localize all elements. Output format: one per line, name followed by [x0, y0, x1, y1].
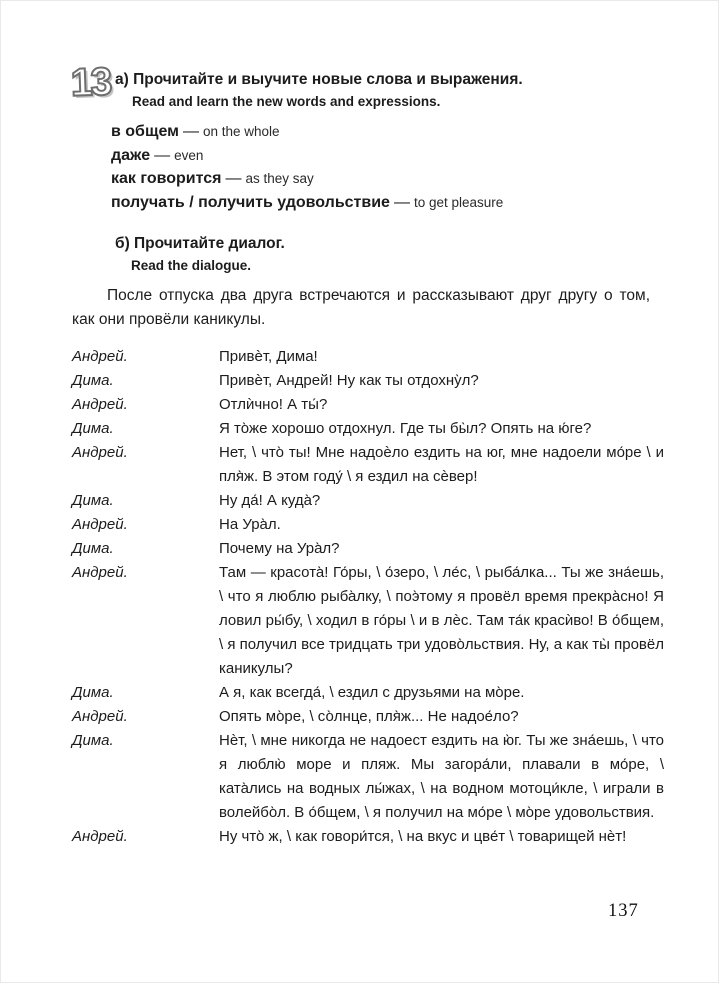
vocab-translation: to get pleasure — [413, 194, 504, 210]
exercise-number: 13 — [70, 60, 111, 105]
dialogue-text: Почему на Ура̀л? — [219, 540, 340, 557]
dialogue-speaker: Андрей. — [72, 396, 128, 413]
dialogue-speaker: Андрей. — [72, 444, 128, 461]
part-b-title-russian: б) Прочитайте диалог. — [115, 235, 285, 252]
dialogue-turn — [72, 393, 664, 417]
dialogue — [72, 345, 664, 849]
dialogue-speaker: Дима. — [72, 372, 114, 389]
dialogue-text: Ну да́! А куда̀? — [219, 492, 321, 509]
vocab-term: как говорится — [111, 170, 222, 187]
dialogue-turn — [72, 513, 664, 537]
dialogue-text: Привѐт, Дима! — [219, 348, 318, 365]
dialogue-speaker: Андрей. — [72, 564, 128, 581]
vocab-term: даже — [111, 146, 151, 164]
page-number: 137 — [608, 901, 639, 921]
dialogue-speaker: Андрей. — [72, 516, 128, 533]
vocab-item — [111, 191, 503, 215]
dialogue-turn — [72, 345, 664, 369]
dialogue-turn — [72, 417, 664, 441]
dialogue-speaker: Андрей. — [72, 708, 128, 725]
dialogue-speaker: Андрей. — [72, 828, 128, 845]
vocab-item — [111, 120, 503, 144]
dialogue-text: Отлѝчно! А ты́? — [219, 396, 328, 413]
dialogue-text: Ну что̀ ж, \ как говори́тся, \ на вкус и цве́т \ товарищей нѐт! — [219, 828, 627, 845]
vocab-translation: as they say — [245, 171, 314, 186]
dialogue-speaker: Дима. — [72, 732, 114, 749]
dialogue-text: Нет, \ что̀ ты! Мне надоѐло ездить на юг, мне надоели мо́ре \ и пля̀ж. В этом году́ \ я ездил на сѐвер! — [219, 444, 664, 485]
dialogue-speaker: Дима. — [72, 540, 114, 557]
dialogue-speaker: Дима. — [72, 492, 114, 509]
part-b-heading — [115, 234, 285, 275]
dialogue-turn — [72, 561, 664, 681]
dialogue-text: Нѐт, \ мне никогда не надоест ездить на ю̀г. Ты же зна́ешь, \ что я люблю̀ море и пляж. Мы загора́ли, плавали в мо́ре, \ ката̀лись на водных лы́жах, \ на водном мотоци́кле, \ играли в волейбо̀л. В о́бщем, \ я получил на мо́ре \ мо̀ре удовольствия. — [219, 732, 664, 821]
dialogue-turn — [72, 825, 664, 849]
dialogue-speaker: Дима. — [72, 420, 114, 437]
vocabulary-list — [111, 120, 503, 214]
dialogue-text: Опять мо̀ре, \ со̀лнце, пля̀ж... Не надое́ло? — [219, 708, 519, 725]
vocab-separator: — — [154, 146, 171, 164]
vocab-term: в общем — [111, 123, 179, 140]
vocab-translation: on the whole — [202, 124, 280, 139]
intro-paragraph: После отпуска два друга встречаются и рассказывают друг другу о том, как они провёли каникулы. — [72, 287, 650, 328]
dialogue-turn — [72, 369, 664, 393]
dialogue-turn — [72, 537, 664, 561]
dialogue-text: На Ура̀л. — [219, 516, 281, 533]
exercise-header — [70, 60, 523, 111]
dialogue-turn — [72, 441, 664, 489]
dialogue-turn — [72, 681, 664, 705]
vocab-separator: — — [393, 193, 410, 211]
vocab-item — [111, 144, 503, 168]
part-b-title-english: Read the dialogue. — [131, 258, 252, 273]
dialogue-turn — [72, 729, 664, 825]
dialogue-speaker: Андрей. — [72, 348, 128, 365]
dialogue-turn — [72, 489, 664, 513]
vocab-separator: — — [225, 170, 242, 187]
part-a-title-russian: а) Прочитайте и выучите новые слова и выражения. — [115, 71, 523, 88]
dialogue-turn — [72, 705, 664, 729]
part-a-heading — [115, 63, 523, 111]
dialogue-text: А я, как всегда́, \ ездил с друзьями на мо̀ре. — [219, 684, 525, 701]
vocab-term: получать / получить удовольствие — [111, 193, 390, 211]
vocab-translation: even — [174, 147, 204, 163]
dialogue-text: Я то̀же хорошо отдохнул. Где ты бы̀л? Опять на ю́ге? — [219, 420, 592, 437]
dialogue-text: Там — красота̀! Го́ры, \ о́зеро, \ ле́с, \ рыба́лка... Ты же зна́ешь, \ что я люблю рыба̀лку, \ поэ̀тому я провёл время прекра̀сно! Я ловил ры́бу, \ ходил в го́ры \ и в лѐс. Там та́к красѝво! В о́бщем, \ я получил все тридцать три удово̀льствия. Ну, а как ты̀ провёл каникулы? — [219, 564, 664, 677]
dialogue-speaker: Дима. — [72, 684, 114, 701]
vocab-separator: — — [182, 123, 199, 140]
dialogue-text: Привѐт, Андрей! Ну как ты отдохну̀л? — [219, 372, 479, 389]
vocab-item — [111, 167, 503, 191]
part-a-title-english: Read and learn the new words and expressions. — [132, 94, 441, 109]
